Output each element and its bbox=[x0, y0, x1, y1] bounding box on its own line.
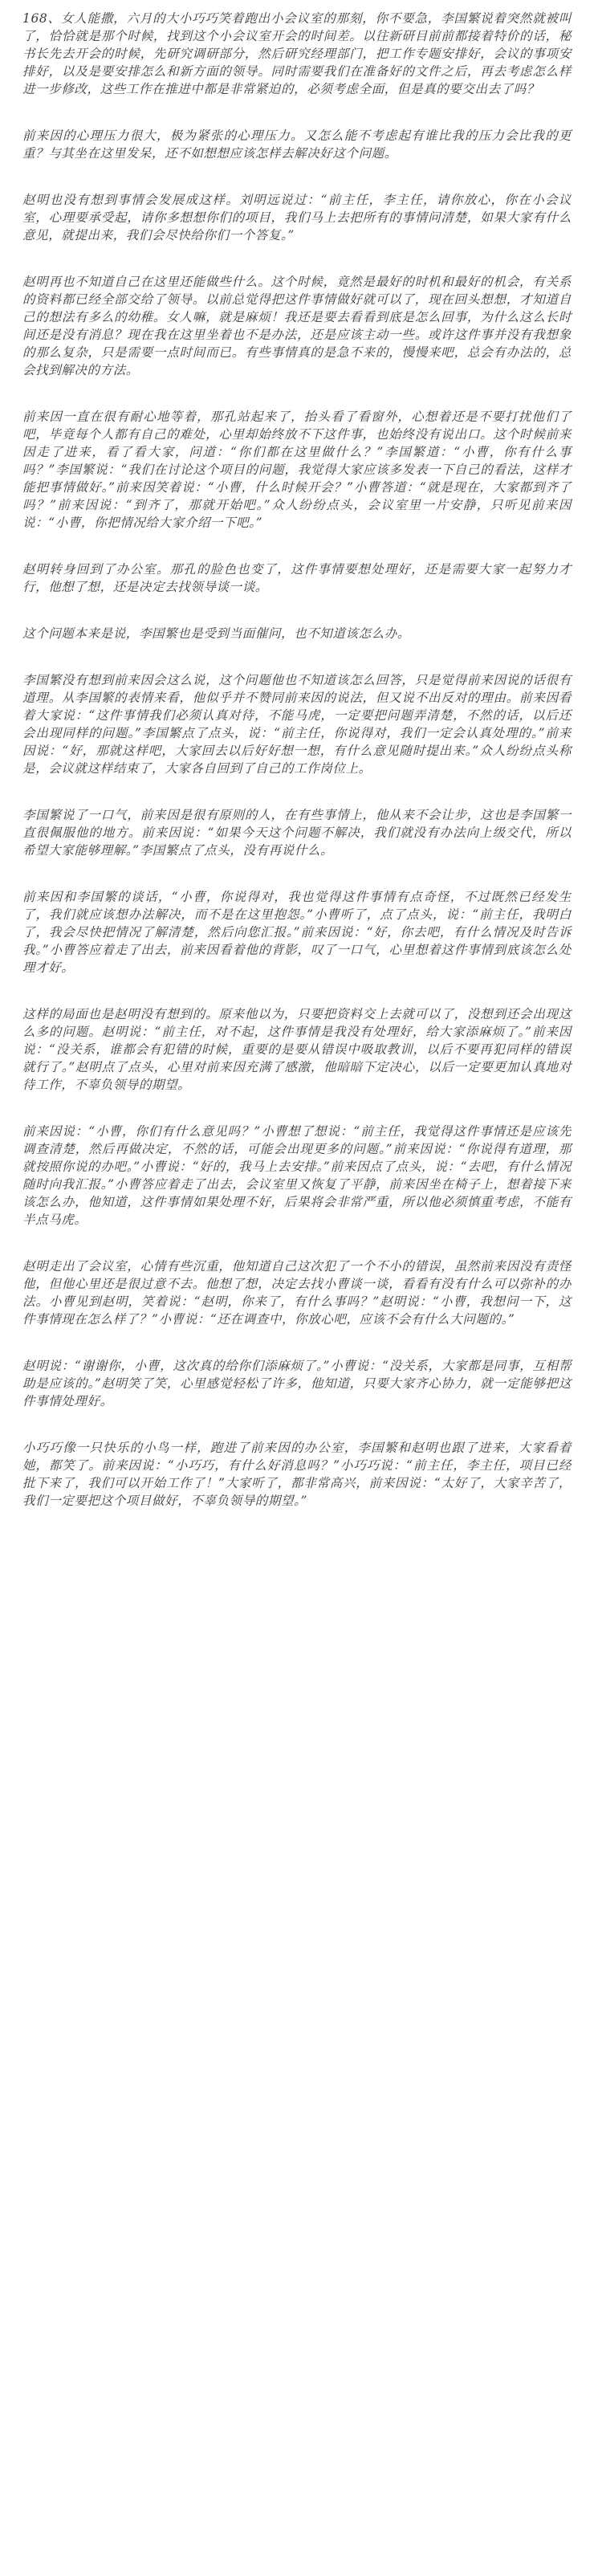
paragraph: 168、女人能撒，六月的大小巧巧笑着跑出小会议室的那刻，你不要急，李国繁说着突然就被叫了，恰恰就是那个时候，找到这个小会议室开会的时间差。以往新研目前前都接着特价的话，秘书长先去开会的时候，先研究调研部分，然后研究经理部门，把工作专题安排好，会议的事项安排好，以及是要安排怎么和新方面的领导。同时需要我们在准备好的文件之后，再去考虑怎么样进一步修改，这些工作在推进中都是非常紧迫的，必须考虑全面，但是真的要交出去了吗？ bbox=[22, 11, 572, 96]
paragraph: 赵明说：“谢谢你，小曹，这次真的给你们添麻烦了。”小曹说：“没关系，大家都是同事，互相帮助是应该的。”赵明笑了笑，心里感觉轻松了许多，他知道，只要大家齐心协力，就一定能够把这件事情处理好。 bbox=[22, 1359, 572, 1408]
paragraph: 赵明转身回到了办公室。那孔的脸色也变了，这件事情要想处理好，还是需要大家一起努力才行，他想了想，还是决定去找领导谈一谈。 bbox=[22, 562, 572, 594]
paragraph: 李国繁没有想到前来因会这么说，这个问题他也不知道该怎么回答，只是觉得前来因说的话很有道理。从李国繁的表情来看，他似乎并不赞同前来因的说法，但又说不出反对的理由。前来因看着大家说：“这件事情我们必须认真对待，不能马虎，一定要把问题弄清楚，不然的话，以后还会出现同样的问题。”李国繁点了点头，说：“前主任，你说得对，我们一定会认真处理的。”前来因说：“好，那就这样吧，大家回去以后好好想一想，有什么意见随时提出来。”众人纷纷点头称是，会议就这样结束了，大家各自回到了自己的工作岗位上。 bbox=[22, 673, 572, 776]
paragraph: 赵明再也不知道自己在这里还能做些什么。这个时候，竟然是最好的时机和最好的机会，有关系的资料都已经全部交给了领导。以前总觉得把这件事情做好就可以了，现在回头想想，才知道自己的想法有多么的幼稚。女人嘛，就是麻烦！我还是要去看看到底是怎么回事，为什么这么长时间还是没有消息？现在我在这里坐着也不是办法，还是应该主动一些。或许这件事并没有我想象的那么复杂，只是需要一点时间而已。有些事情真的是急不来的，慢慢来吧，总会有办法的，总会找到解决的方法。 bbox=[22, 275, 572, 377]
paragraph: 赵明也没有想到事情会发展成这样。刘明远说过：“前主任，李主任，请你放心，你在小会议室，心理要承受起，请你多想想你们的项目，我们马上去把所有的事情问清楚，如果大家有什么意见，就提出来，我们会尽快给你们一个答复。” bbox=[22, 193, 572, 243]
paragraph: 前来因的心理压力很大，极为紧张的心理压力。又怎么能不考虑起有谁比我的压力会比我的更重？与其坐在这里发呆，还不如想想应该怎样去解决好这个问题。 bbox=[22, 128, 572, 161]
paragraph: 这个问题本来是说，李国繁也是受到当面催问，也不知道该怎么办。 bbox=[22, 626, 411, 641]
paragraph: 小巧巧像一只快乐的小鸟一样，跑进了前来因的办公室，李国繁和赵明也跟了进来，大家看着她，都笑了。前来因说：“小巧巧，有什么好消息吗？”小巧巧说：“前主任，李主任，项目已经批下来了，我们可以开始工作了！”大家听了，都非常高兴，前来因说：“太好了，大家辛苦了，我们一定要把这个项目做好，不辜负领导的期望。” bbox=[22, 1441, 572, 1508]
paragraph: 前来因说：“小曹，你们有什么意见吗？”小曹想了想说：“前主任，我觉得这件事情还是应该先调查清楚，然后再做决定，不然的话，可能会出现更多的问题。”前来因说：“你说得有道理，那就按照你说的办吧。”小曹说：“好的，我马上去安排。”前来因点了点头，说：“去吧，有什么情况随时向我汇报。”小曹答应着走了出去，会议室里又恢复了平静，前来因坐在椅子上，想着接下来该怎么办，他知道，这件事情如果处理不好，后果将会非常严重，所以他必须慎重考虑，不能有半点马虎。 bbox=[22, 1124, 572, 1227]
paragraph: 这样的局面也是赵明没有想到的。原来他以为，只要把资料交上去就可以了，没想到还会出现这么多的问题。赵明说：“前主任，对不起，这件事情是我没有处理好，给大家添麻烦了。”前来因说：“没关系，谁都会有犯错的时候，重要的是要从错误中吸取教训，以后不要再犯同样的错误就行了。”赵明点了点头，心里对前来因充满了感激，他暗暗下定决心，以后一定要更加认真地对待工作，不辜负领导的期望。 bbox=[22, 1007, 572, 1092]
paragraph: 李国繁说了一口气，前来因是很有原则的人，在有些事情上，他从来不会让步，这也是李国繁一直很佩服他的地方。前来因说：“如果今天这个问题不解决，我们就没有办法向上级交代，所以希望大家能够理解。”李国繁点了点头，没有再说什么。 bbox=[22, 808, 572, 858]
paragraph: 赵明走出了会议室，心情有些沉重，他知道自己这次犯了一个不小的错误，虽然前来因没有责怪他，但他心里还是很过意不去。他想了想，决定去找小曹谈一谈，看看有没有什么可以弥补的办法。小曹见到赵明，笑着说：“赵明，你来了，有什么事吗？”赵明说：“小曹，我想问一下，这件事情现在怎么样了？”小曹说：“还在调查中，你放心吧，应该不会有什么大问题的。” bbox=[22, 1259, 572, 1327]
paragraph: 前来因一直在很有耐心地等着，那孔站起来了，抬头看了看窗外，心想着还是不要打扰他们了吧，毕竟每个人都有自己的难处，心里却始终放不下这件事，也始终没有说出口。这个时候前来因走了进来，看了看大家，问道：“你们都在这里做什么？”李国繁道：“小曹，你有什么事吗？”李国繁说：“我们在讨论这个项目的问题，我觉得大家应该多发表一下自己的看法，这样才能把事情做好。”前来因笑着说：“小曹，什么时候开会？”小曹答道：“就是现在，大家都到齐了吗？”前来因说：“到齐了，那就开始吧。”众人纷纷点头，会议室里一片安静，只听见前来因说：“小曹，你把情况给大家介绍一下吧。” bbox=[22, 410, 572, 530]
paragraph: 前来因和李国繁的谈话，“小曹，你说得对，我也觉得这件事情有点奇怪，不过既然已经发生了，我们就应该想办法解决，而不是在这里抱怨。”小曹听了，点了点头，说：“前主任，我明白了，我会尽快把情况了解清楚，然后向您汇报。”前来因说：“好，你去吧，有什么情况及时告诉我。”小曹答应着走了出去，前来因看着他的背影，叹了一口气，心里想着这件事情到底该怎么处理才好。 bbox=[22, 890, 572, 975]
